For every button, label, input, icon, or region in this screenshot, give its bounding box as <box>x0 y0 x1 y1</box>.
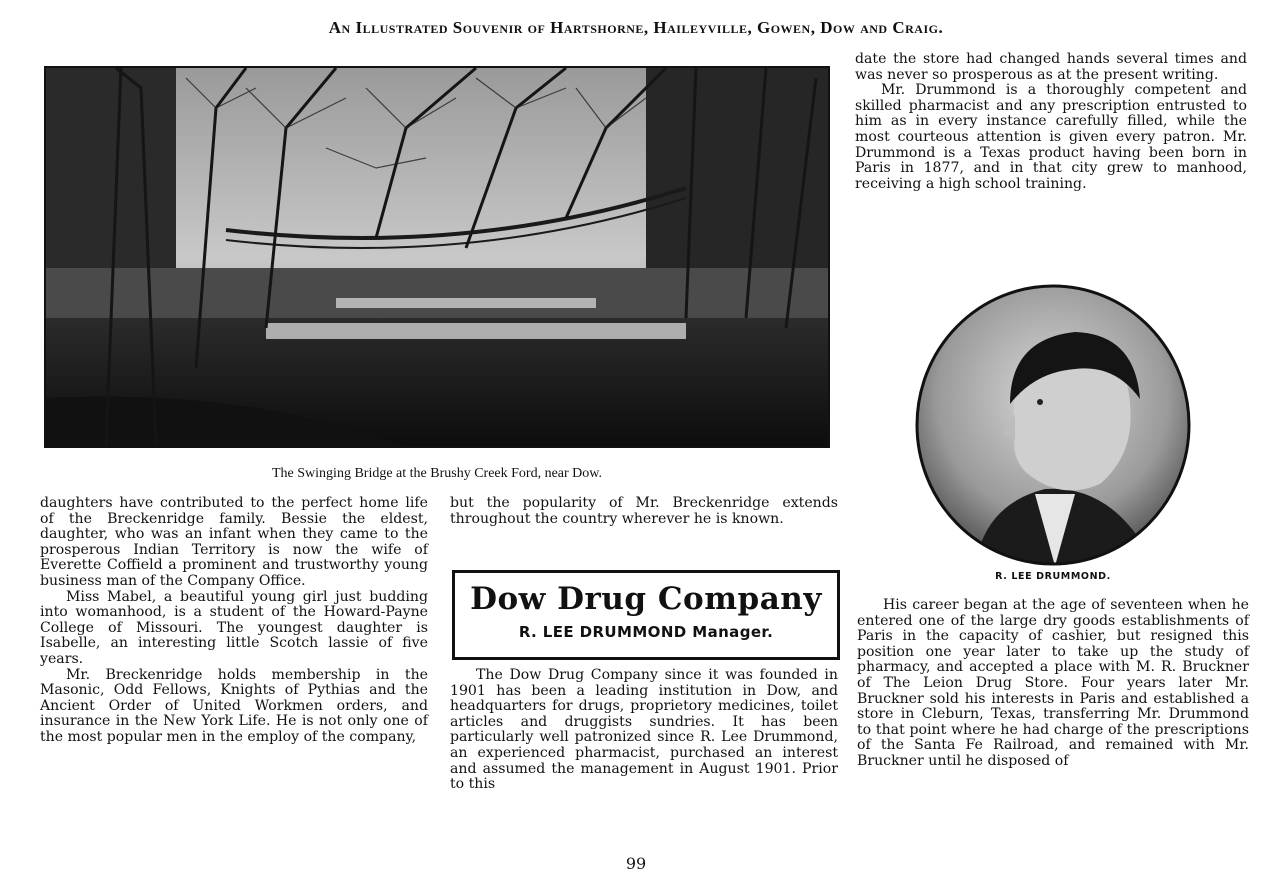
col3-paragraph-2: Mr. Drummond is a thoroughly competent and skilled pharmacist and any prescription entrusted to him as in every instance carefully filled, while the most courteous attention is given every patron. Mr. Drummond is a Texas product having been born in Paris in 1877, and in that city grew to manhood, receiving a high school training. <box>855 82 1247 192</box>
col3-paragraph-1: date the store had changed hands several times and was never so prosperous as at the present writing. <box>855 51 1247 83</box>
dow-drug-company-ad <box>452 570 840 660</box>
col2-top-paragraph: but the popularity of Mr. Breckenridge extends throughout the country wherever he is known. <box>450 495 838 527</box>
photo-caption: The Swinging Bridge at the Brushy Creek Ford, near Dow. <box>272 466 602 481</box>
column-3-bottom <box>857 598 1249 770</box>
column-3-top <box>855 52 1247 192</box>
drummond-portrait <box>915 284 1191 566</box>
column-2-body <box>450 668 838 793</box>
column-1 <box>40 496 428 746</box>
portrait-caption: R. LEE DRUMMOND. <box>995 571 1111 582</box>
ad-subtitle: R. LEE DRUMMOND Manager. <box>518 623 774 641</box>
column-2-top <box>450 496 838 527</box>
col1-paragraph-3: Mr. Breckenridge holds membership in the Masonic, Odd Fellows, Knights of Pythias and the Ancient Order of United Workmen orders, and insurance in the New York Life. He is not only one of the most popular men in the employ of the company, <box>40 666 428 745</box>
swinging-bridge-photo <box>44 66 830 448</box>
page-number: 99 <box>625 854 647 873</box>
col1-paragraph-1: daughters have contributed to the perfect home life of the Breckenridge family. Bessie the eldest, daughter, who was an infant when they came to the prosperous Indian Territory is now the wife of Everette Coffield a prominent and trustworthy young business man of the Company Office. <box>40 495 428 589</box>
col3-bottom-paragraph: His career began at the age of seventeen when he entered one of the large dry goods establishments of Paris in the capacity of cashier, but resigned this position one year later to take up the study of pharmacy, and accepted a place with M. R. Bruckner of The Leion Drug Store. Four years later Mr. Bruckner sold his interests in Paris and established a store in Cleburn, Texas, transferring Mr. Drummond to that point where he had charge of the prescriptions of the Santa Fe Railroad, and remained with Mr. Bruckner until he disposed of <box>857 597 1249 769</box>
col2-body-paragraph: The Dow Drug Company since it was founded in 1901 has been a leading institution in Dow, and headquarters for drugs, proprietory medicines, toilet articles and druggists sundries. It has been particularly well patronized since R. Lee Drummond, an experienced pharmacist, purchased an interest and assumed the management in August 1901. Prior to this <box>450 667 838 793</box>
ad-title: Dow Drug Company <box>470 581 822 617</box>
col1-paragraph-2: Miss Mabel, a beautiful young girl just budding into womanhood, is a student of the Howard-Payne College of Missouri. The youngest daughter is Isabelle, an interesting little Scotch lassie of five years. <box>40 588 428 667</box>
page-header: An Illustrated Souvenir of Hartshorne, Haileyville, Gowen, Dow and Craig. <box>328 18 944 37</box>
